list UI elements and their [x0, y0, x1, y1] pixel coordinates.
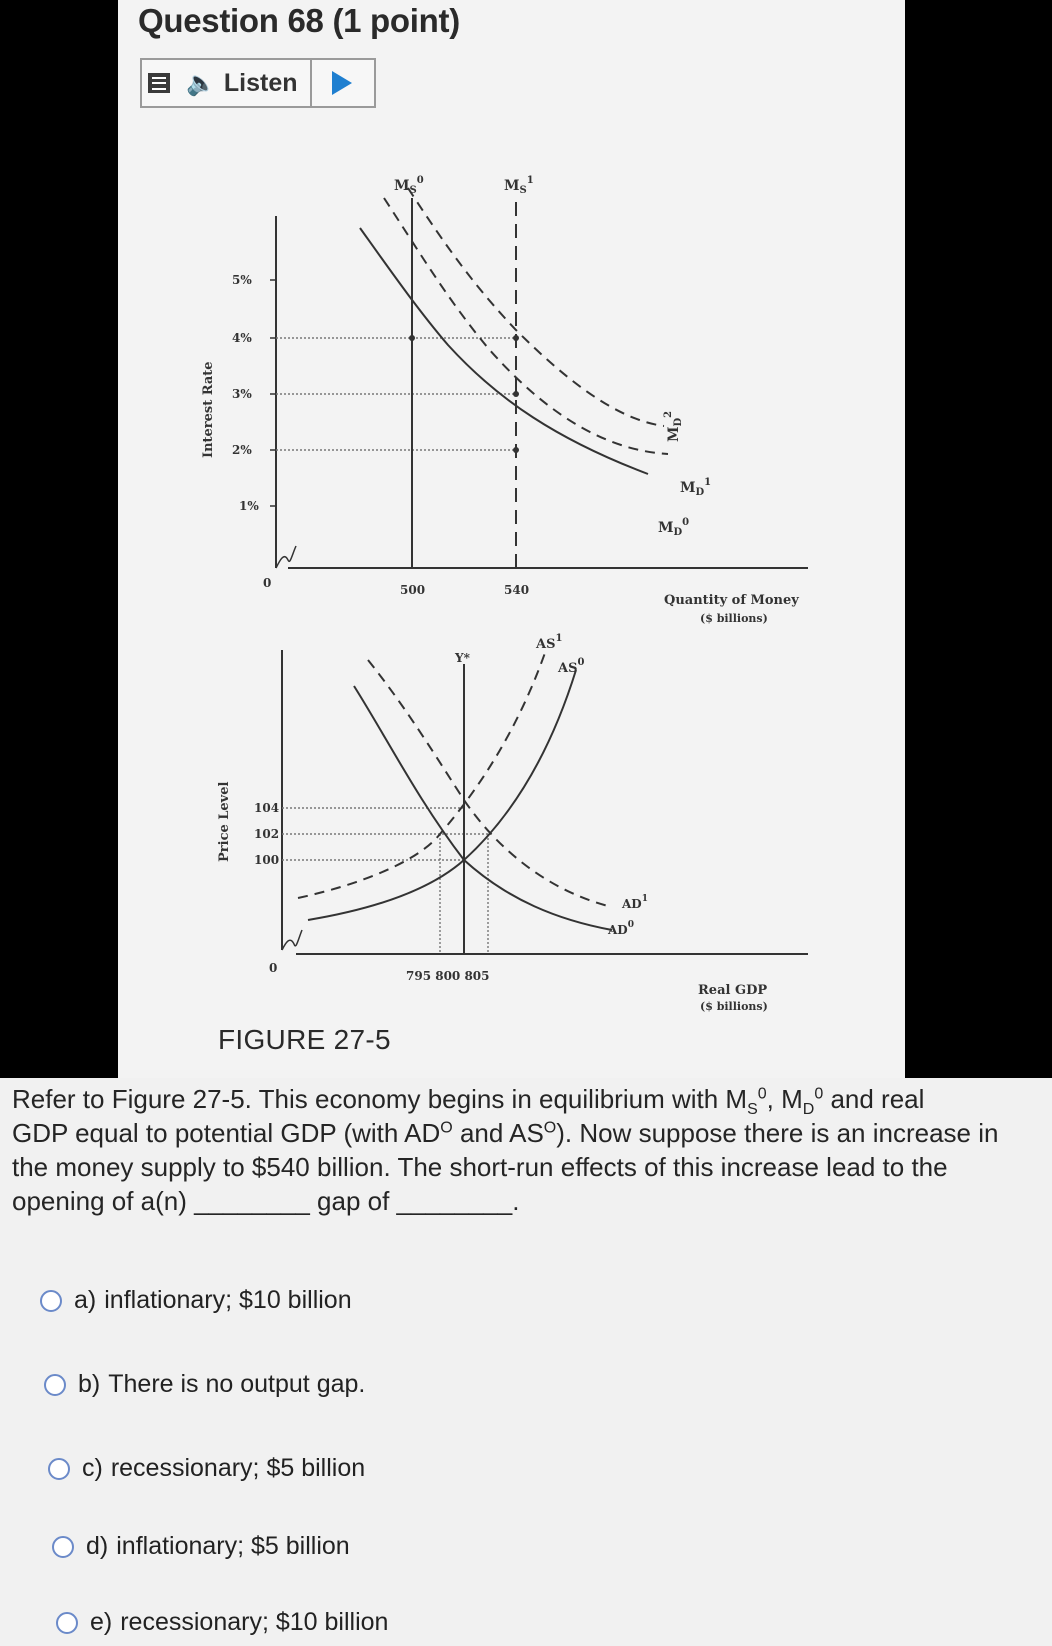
price-level-label: Price Level: [217, 781, 232, 862]
tick-3pct: 3%: [232, 387, 252, 401]
listen-divider: [310, 60, 312, 106]
figure-caption: FIGURE 27-5: [218, 1024, 391, 1055]
listen-button[interactable]: Listen: [223, 68, 298, 97]
tick-500: 500: [400, 583, 426, 597]
axis-break: [276, 546, 296, 568]
radio-d[interactable]: [52, 1536, 74, 1558]
tick-zero-money: 0: [263, 576, 272, 590]
play-icon[interactable]: [332, 71, 352, 95]
option-d[interactable]: d) inflationary; $5 billion: [52, 1532, 350, 1561]
radio-b[interactable]: [44, 1374, 66, 1396]
tick-4pct: 4%: [232, 331, 252, 345]
tick-5pct: 5%: [232, 273, 252, 287]
equilibrium-point-4pct: [409, 335, 415, 341]
tick-gdp-values: 795 800 805: [406, 969, 490, 983]
option-e[interactable]: e) recessionary; $10 billion: [56, 1608, 388, 1637]
md2-label: $M_D^2$: [663, 410, 684, 442]
speaker-icon: 🔈: [186, 69, 216, 97]
point-540-4pct: [513, 335, 519, 341]
ms1-label: $M_S^1$: [504, 175, 534, 196]
md0-label: $M_D^0$: [658, 517, 690, 538]
listen-bar[interactable]: [140, 58, 376, 108]
option-b[interactable]: b) There is no output gap.: [44, 1370, 365, 1399]
option-a[interactable]: a) inflationary; $10 billion: [40, 1286, 352, 1315]
tick-zero-gdp: 0: [269, 961, 278, 975]
tick-2pct: 2%: [232, 443, 252, 457]
money-market-graph: [201, 175, 808, 625]
md1-curve: [384, 198, 668, 454]
option-c[interactable]: c) recessionary; $5 billion: [48, 1454, 365, 1483]
as0-label: $AS^0$: [558, 657, 585, 676]
real-gdp-units: ($ billions): [700, 1000, 768, 1013]
point-540-3pct: [513, 391, 519, 397]
quantity-of-money-label: Quantity of Money: [664, 593, 799, 608]
question-prompt: Refer to Figure 27-5. This economy begins in equilibrium with $M_S^0$, $M_D^0$ and real GDP equal to potential GDP (with $AD^O$ and $AS^O$). Now suppose there is an increase in the money supply to $540 billion. The short-run effects of this increase lead to the opening of a(n) ________ gap of ________.: [12, 1084, 999, 1216]
goods-market-graph: [217, 633, 808, 1013]
quantity-of-money-units: ($ billions): [700, 612, 768, 625]
potential-gdp-label: Y*: [455, 651, 470, 665]
md1-label: $M_D^1$: [680, 477, 712, 498]
tick-104: 104: [254, 801, 280, 815]
radio-a[interactable]: [40, 1290, 62, 1312]
ad1-label: $AD^1$: [622, 894, 648, 911]
interest-rate-label: Interest Rate: [201, 361, 216, 458]
tick-102: 102: [254, 827, 280, 841]
as1-label: $AS^1$: [536, 633, 563, 652]
tick-540: 540: [504, 583, 530, 597]
menu-icon[interactable]: [148, 73, 170, 93]
radio-e[interactable]: [56, 1612, 78, 1634]
tick-100: 100: [254, 853, 280, 867]
ad0-label: $AD^0$: [608, 920, 634, 937]
as1-curve: [298, 650, 546, 898]
as0-curve: [308, 670, 576, 920]
radio-c[interactable]: [48, 1458, 70, 1480]
axis-break-goods: [282, 930, 302, 950]
ad1-curve: [368, 660, 608, 906]
real-gdp-label: Real GDP: [698, 983, 768, 998]
ms0-label: $M_S^0$: [394, 175, 424, 196]
tick-1pct: 1%: [239, 499, 259, 513]
point-540-2pct: [513, 447, 519, 453]
question-title: Question 68 (1 point): [138, 2, 460, 39]
md0-curve: [360, 228, 648, 474]
md2-curve: [408, 188, 664, 426]
figure-27-5: [118, 150, 818, 1020]
